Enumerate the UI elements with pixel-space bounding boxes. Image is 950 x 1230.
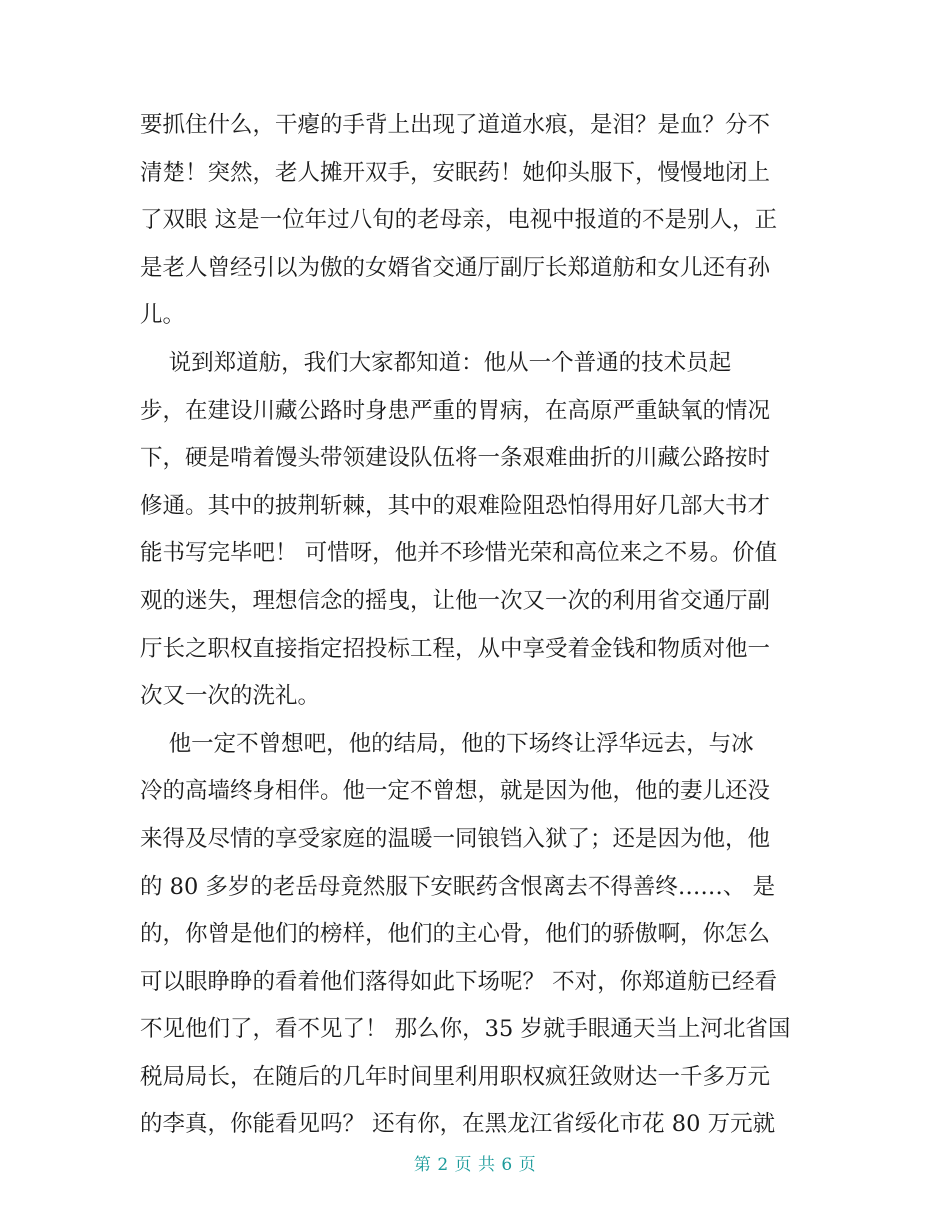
text-line: 的，你曾是他们的榜样，他们的主心骨，他们的骄傲啊，你怎么 bbox=[140, 921, 771, 948]
text-line: 了双眼 这是一位年过八旬的老母亲，电视中报道的不是别人，正 bbox=[140, 207, 778, 234]
text-line: 观的迷失，理想信念的摇曳，让他一次又一次的利用省交通厅副 bbox=[140, 587, 771, 614]
text-line: 冷的高墙终身相伴。他一定不曾想，就是因为他，他的妻儿还没 bbox=[140, 778, 771, 805]
text-line: 税局局长，在随后的几年时间里利用职权疯狂敛财达一千多万元 bbox=[140, 1063, 771, 1090]
text-line: 厅长之职权直接指定招投标工程，从中享受着金钱和物质对他一 bbox=[140, 635, 771, 662]
text-line: 来得及尽情的享受家庭的温暖一同锒铛入狱了；还是因为他，他 bbox=[140, 825, 771, 852]
page-number-footer: 第 2 页 共 6 页 bbox=[413, 1155, 537, 1175]
text-line: 他一定不曾想吧，他的结局，他的下场终让浮华远去，与冰 bbox=[140, 730, 754, 757]
text-line: 清楚！突然，老人摊开双手，安眠药！她仰头服下，慢慢地闭上 bbox=[140, 159, 771, 186]
text-line: 要抓住什么，干瘪的手背上出现了道道水痕，是泪？是血？分不 bbox=[140, 112, 771, 138]
text-line: 下，硬是啃着馒头带领建设队伍将一条艰难曲折的川藏公路按时 bbox=[140, 445, 771, 472]
text-line: 能书写完毕吧！ 可惜呀，他并不珍惜光荣和高位来之不易。价值 bbox=[140, 540, 778, 567]
text-line: 不见他们了，看不见了！ 那么你，35 岁就手眼通天当上河北省国 bbox=[140, 1016, 791, 1043]
text-line: 次又一次的洗礼。 bbox=[140, 683, 321, 710]
document-body bbox=[140, 102, 812, 1149]
text-line: 是老人曾经引以为傲的女婿省交通厅副厅长郑道舫和女儿还有孙 bbox=[140, 254, 771, 281]
text-line: 儿。 bbox=[140, 302, 186, 329]
text-line: 的 80 多岁的老岳母竟然服下安眠药含恨离去不得善终……、 是 bbox=[140, 873, 776, 900]
text-line: 步，在建设川藏公路时身患严重的胃病，在高原严重缺氧的情况 bbox=[140, 397, 771, 424]
text-line: 的李真，你能看见吗？ 还有你，在黑龙江省绥化市花 80 万元就 bbox=[140, 1111, 776, 1138]
text-line: 可以眼睁睁的看着他们落得如此下场呢？ 不对，你郑道舫已经看 bbox=[140, 968, 778, 995]
text-line: 修通。其中的披荆斩棘，其中的艰难险阻恐怕得用好几部大书才 bbox=[140, 492, 771, 519]
text-line: 说到郑道舫，我们大家都知道：他从一个普通的技术员起 bbox=[140, 349, 732, 376]
